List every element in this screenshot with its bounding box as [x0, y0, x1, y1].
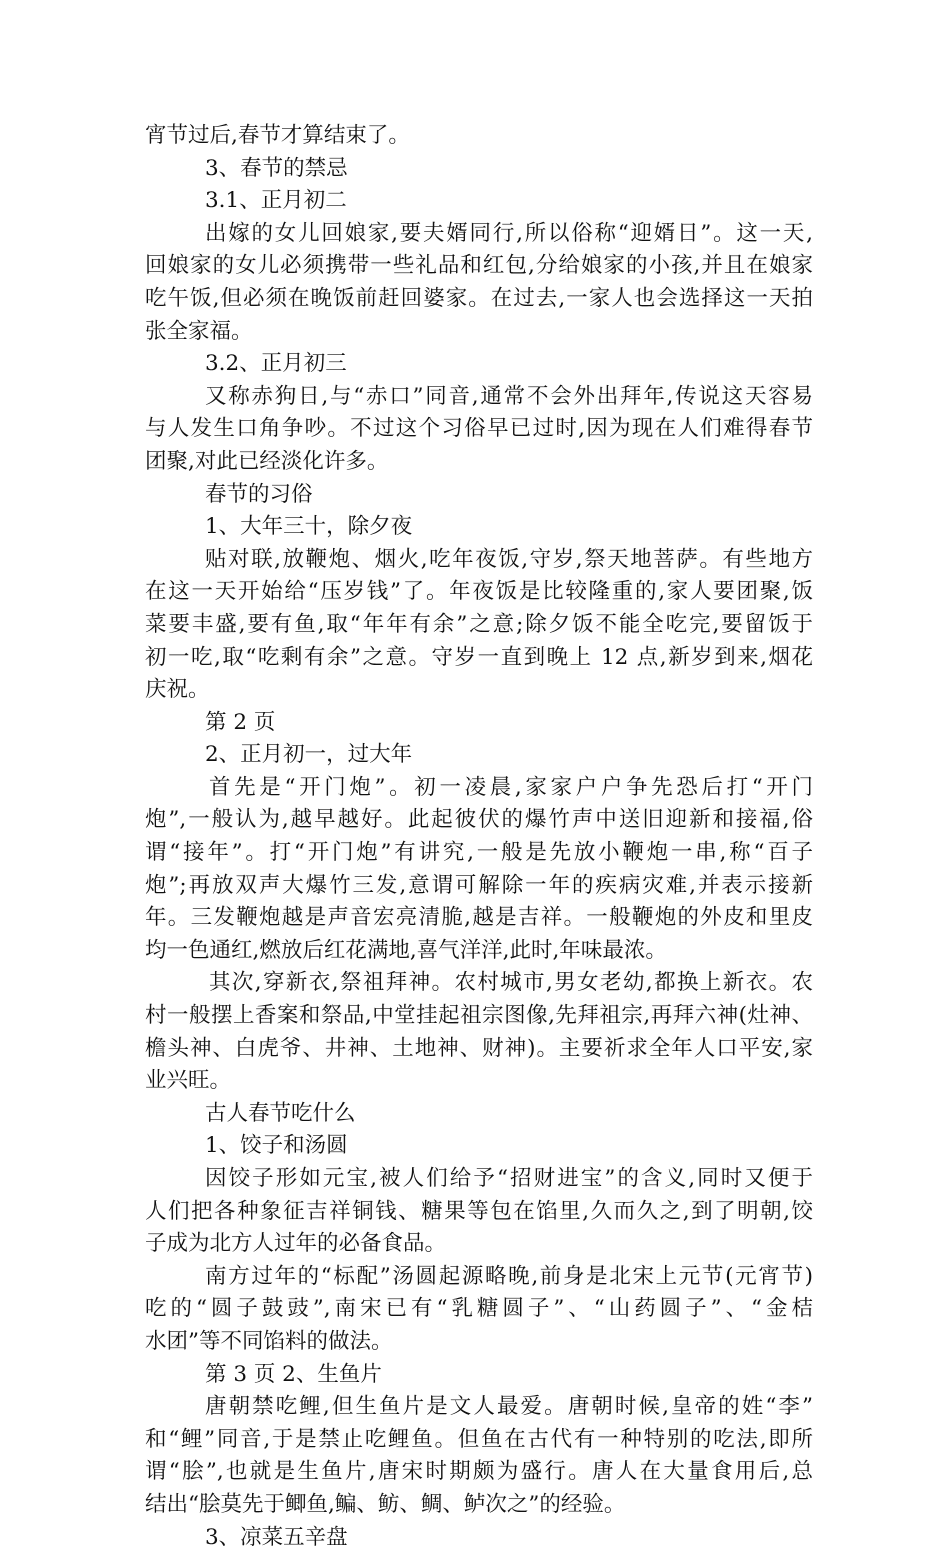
text-line: 谓“接年”。打“开门炮”有讲究,一般是先放小鞭炮一串,称“百子 — [145, 840, 813, 866]
text-line: 3、春节的禁忌 — [205, 155, 348, 181]
text-line: 1、大年三十，除夕夜 — [205, 514, 413, 540]
text-line: 张全家福。 — [145, 318, 253, 344]
text-line: 第 3 页 2、生鱼片 — [205, 1361, 382, 1387]
text-line: 业兴旺。 — [145, 1068, 232, 1094]
text-line: 贴对联,放鞭炮、烟火,吃年夜饭,守岁,祭天地菩萨。有些地方 — [205, 546, 813, 572]
text-line: 年。三发鞭炮越是声音宏亮清脆,越是吉祥。一般鞭炮的外皮和里皮 — [145, 905, 813, 931]
text-line: 与人发生口角争吵。不过这个习俗早已过时,因为现在人们难得春节 — [145, 416, 813, 442]
text-line: 3、凉菜五辛盘 — [205, 1524, 348, 1550]
text-line: 3.2、正月初三 — [205, 351, 347, 377]
text-line: 谓“脍”,也就是生鱼片,唐宋时期颇为盛行。唐人在大量食用后,总 — [145, 1459, 813, 1485]
text-line: 菜要丰盛,要有鱼,取“年年有余”之意;除夕饭不能全吃完,要留饭于 — [145, 611, 813, 637]
text-line: 1、饺子和汤圆 — [205, 1133, 348, 1159]
text-line: 结出“脍莫先于鲫鱼,鳊、鲂、鲷、鲈次之”的经验。 — [145, 1491, 626, 1517]
text-line: 春节的习俗 — [205, 481, 313, 507]
document-body — [145, 120, 813, 1554]
text-line: 初一吃,取“吃剩有余”之意。守岁一直到晚上 12 点,新岁到来,烟花 — [145, 644, 813, 670]
text-line: 人们把各种象征吉祥铜钱、糖果等包在馅里,久而久之,到了明朝,饺 — [145, 1198, 813, 1224]
text-line: 檐头神、白虎爷、井神、土地神、财神)。主要祈求全年人口平安,家 — [145, 1035, 813, 1061]
text-line: 吃的“圆子鼓豉”,南宋已有“乳糖圆子”、“山药圆子”、“金桔 — [145, 1296, 813, 1322]
text-line: 宵节过后,春节才算结束了。 — [145, 123, 410, 148]
text-line: 3.1、正月初二 — [205, 188, 347, 214]
text-line: 水团”等不同馅料的做法。 — [145, 1328, 393, 1354]
text-line: 因饺子形如元宝,被人们给予“招财进宝”的含义,同时又便于 — [205, 1166, 813, 1191]
text-line: 首先是“开门炮”。初一凌晨,家家户户争先恐后打“开门 — [209, 774, 813, 800]
text-line: 第 2 页 — [205, 709, 276, 735]
text-line: 南方过年的“标配”汤圆起源略晚,前身是北宋上元节(元宵节) — [205, 1263, 813, 1289]
text-line: 炮”,一般认为,越早越好。此起彼伏的爆竹声中送旧迎新和接福,俗 — [145, 807, 813, 833]
text-line: 回娘家的女儿必须携带一些礼品和红包,分给娘家的小孩,并且在娘家 — [145, 253, 813, 279]
text-line: 唐朝禁吃鲤,但生鱼片是文人最爱。唐朝时候,皇帝的姓“李” — [205, 1394, 813, 1420]
text-line: 炮”;再放双声大爆竹三发,意谓可解除一年的疾病灾难,并表示接新 — [145, 872, 813, 898]
text-line: 村一般摆上香案和祭品,中堂挂起祖宗图像,先拜祖宗,再拜六神(灶神、 — [145, 1003, 813, 1029]
text-line: 古人春节吃什么 — [205, 1100, 356, 1126]
text-line: 吃午饭,但必须在晚饭前赶回婆家。在过去,一家人也会选择这一天拍 — [145, 285, 813, 311]
text-line: 在这一天开始给“压岁钱”了。年夜饭是比较隆重的,家人要团聚,饭 — [145, 579, 813, 605]
text-line: 均一色通红,燃放后红花满地,喜气洋洋,此时,年味最浓。 — [145, 937, 667, 963]
text-line: 其次,穿新衣,祭祖拜神。农村城市,男女老幼,都换上新衣。农 — [209, 970, 813, 996]
text-line: 2、正月初一，过大年 — [205, 742, 413, 768]
text-line: 团聚,对此已经淡化许多。 — [145, 448, 389, 474]
text-line: 又称赤狗日,与“赤口”同音,通常不会外出拜年,传说这天容易 — [205, 383, 813, 409]
text-line: 子成为北方人过年的必备食品。 — [145, 1231, 447, 1257]
text-line: 庆祝。 — [145, 677, 210, 703]
text-line: 和“鲤”同音,于是禁止吃鲤鱼。但鱼在古代有一种特别的吃法,即所 — [145, 1426, 813, 1452]
text-line: 出嫁的女儿回娘家,要夫婿同行,所以俗称“迎婿日”。这一天, — [205, 220, 813, 246]
